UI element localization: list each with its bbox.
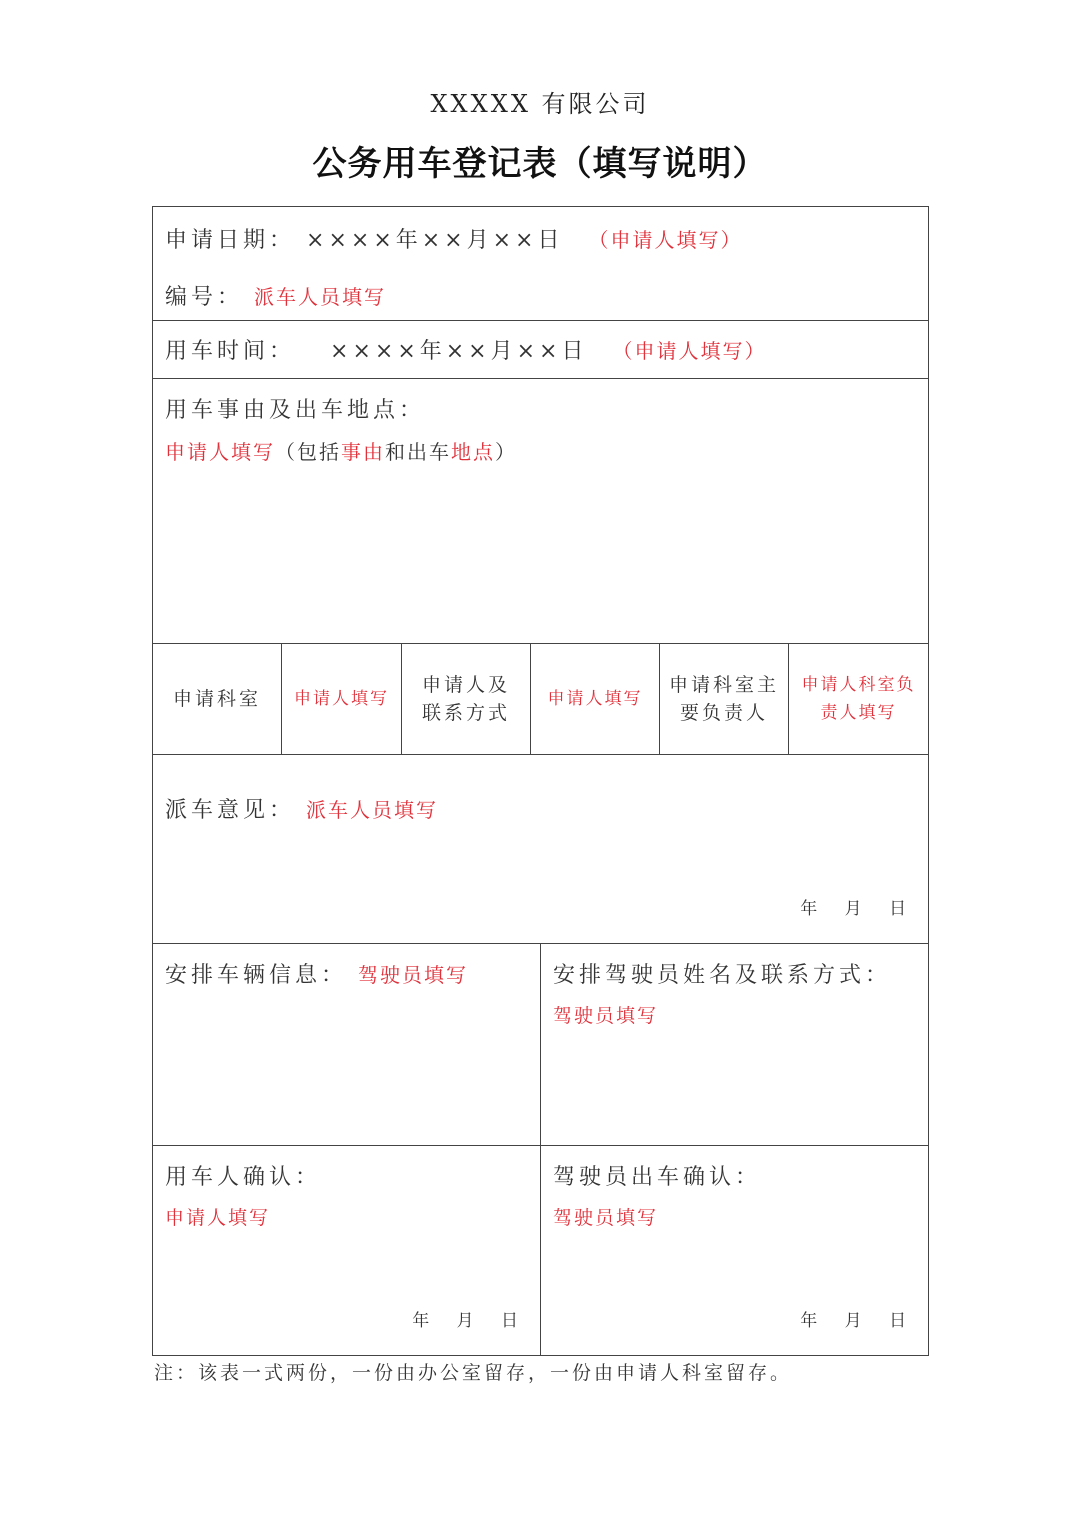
apply-date-row xyxy=(153,207,929,321)
use-time-note: （申请人填写） xyxy=(612,339,767,363)
apply-date-cell[interactable] xyxy=(153,207,929,321)
reason-instruction xyxy=(165,436,916,465)
page-title: 公务用车登记表（填写说明） xyxy=(312,144,768,184)
user-confirm-label: 用车人确认： xyxy=(165,1165,322,1190)
grid-dept-label xyxy=(153,644,282,755)
grid-contact-label xyxy=(402,644,531,755)
grid-dept-value[interactable] xyxy=(282,644,402,755)
driver-info-label: 安排驾驶员姓名及联系方式： xyxy=(553,963,892,988)
reason-fill-place: 地点 xyxy=(451,440,495,464)
reason-fill-who: 申请人填写 xyxy=(165,440,275,464)
registration-form-table xyxy=(152,206,929,1356)
dispatch-value: 派车人员填写 xyxy=(306,798,439,822)
driver-confirm-date xyxy=(778,1306,906,1331)
applicant-grid-row xyxy=(153,644,929,755)
grid-contact-value-text: 申请人填写 xyxy=(547,689,643,709)
grid-contact-label-line1: 申请人及 xyxy=(421,674,510,696)
driver-info-value: 驾驶员填写 xyxy=(553,1005,659,1027)
grid-contact-value[interactable] xyxy=(531,644,660,755)
reason-label: 用车事由及出车地点： xyxy=(165,398,426,423)
dispatch-date-month: 月 xyxy=(844,899,862,919)
grid-head-value-line1: 申请人科室负 xyxy=(801,675,916,695)
reason-fill-reason: 事由 xyxy=(341,440,385,464)
user-confirm-date-month: 月 xyxy=(456,1311,474,1331)
grid-head-value[interactable] xyxy=(789,644,929,755)
user-confirm-date xyxy=(390,1306,518,1331)
reason-fill-close: ） xyxy=(495,440,517,464)
confirm-row xyxy=(153,1146,929,1356)
user-confirm-value: 申请人填写 xyxy=(165,1207,271,1229)
number-label: 编号： xyxy=(165,285,244,310)
reason-fill-and: 和出车 xyxy=(385,440,451,464)
dispatch-date xyxy=(778,894,906,919)
apply-date-note: （申请人填写） xyxy=(588,228,743,252)
vehicle-info-cell[interactable] xyxy=(153,944,541,1146)
use-time-row xyxy=(153,321,929,379)
dispatch-row xyxy=(153,755,929,944)
grid-head-label xyxy=(660,644,789,755)
grid-head-label-line1: 申请科室主 xyxy=(668,674,779,696)
user-confirm-date-day: 日 xyxy=(501,1311,518,1331)
dispatch-cell[interactable] xyxy=(153,755,929,944)
driver-confirm-value: 驾驶员填写 xyxy=(553,1207,659,1229)
dispatch-label: 派车意见： xyxy=(165,798,296,823)
driver-confirm-date-year: 年 xyxy=(800,1311,818,1331)
company-name: XXXXX 有限公司 xyxy=(430,90,650,118)
number-value: 派车人员填写 xyxy=(254,285,387,309)
apply-date-label: 申请日期： xyxy=(165,228,296,253)
use-time-value: ××××年××月××日 xyxy=(330,339,588,364)
use-time-label: 用车时间： xyxy=(165,339,296,364)
user-confirm-date-year: 年 xyxy=(412,1311,430,1331)
use-time-cell[interactable] xyxy=(153,321,929,379)
reason-cell[interactable] xyxy=(153,379,929,644)
grid-head-label-line2: 要负责人 xyxy=(679,702,768,724)
driver-confirm-cell[interactable] xyxy=(541,1146,929,1356)
driver-confirm-date-day: 日 xyxy=(889,1311,907,1331)
dispatch-date-day: 日 xyxy=(889,899,907,919)
footnote: 注：该表一式两份，一份由办公室留存，一份由申请人科室留存。 xyxy=(154,1362,793,1384)
dispatch-date-year: 年 xyxy=(800,899,818,919)
grid-head-value-line2: 责人填写 xyxy=(820,703,897,723)
apply-date-value: ××××年××月××日 xyxy=(306,228,564,253)
vehicle-info-label: 安排车辆信息： xyxy=(165,963,348,988)
grid-contact-label-line2: 联系方式 xyxy=(421,702,510,724)
reason-fill-open: （包括 xyxy=(275,440,341,464)
reason-row xyxy=(153,379,929,644)
vehicle-row xyxy=(153,944,929,1146)
driver-confirm-date-month: 月 xyxy=(844,1311,862,1331)
driver-confirm-label: 驾驶员出车确认： xyxy=(553,1165,762,1190)
grid-dept-value-text: 申请人填写 xyxy=(294,689,389,709)
user-confirm-cell[interactable] xyxy=(153,1146,541,1356)
grid-dept-label-text: 申请科室 xyxy=(172,688,261,710)
driver-info-cell[interactable] xyxy=(541,944,929,1146)
vehicle-info-value: 驾驶员填写 xyxy=(358,963,469,987)
